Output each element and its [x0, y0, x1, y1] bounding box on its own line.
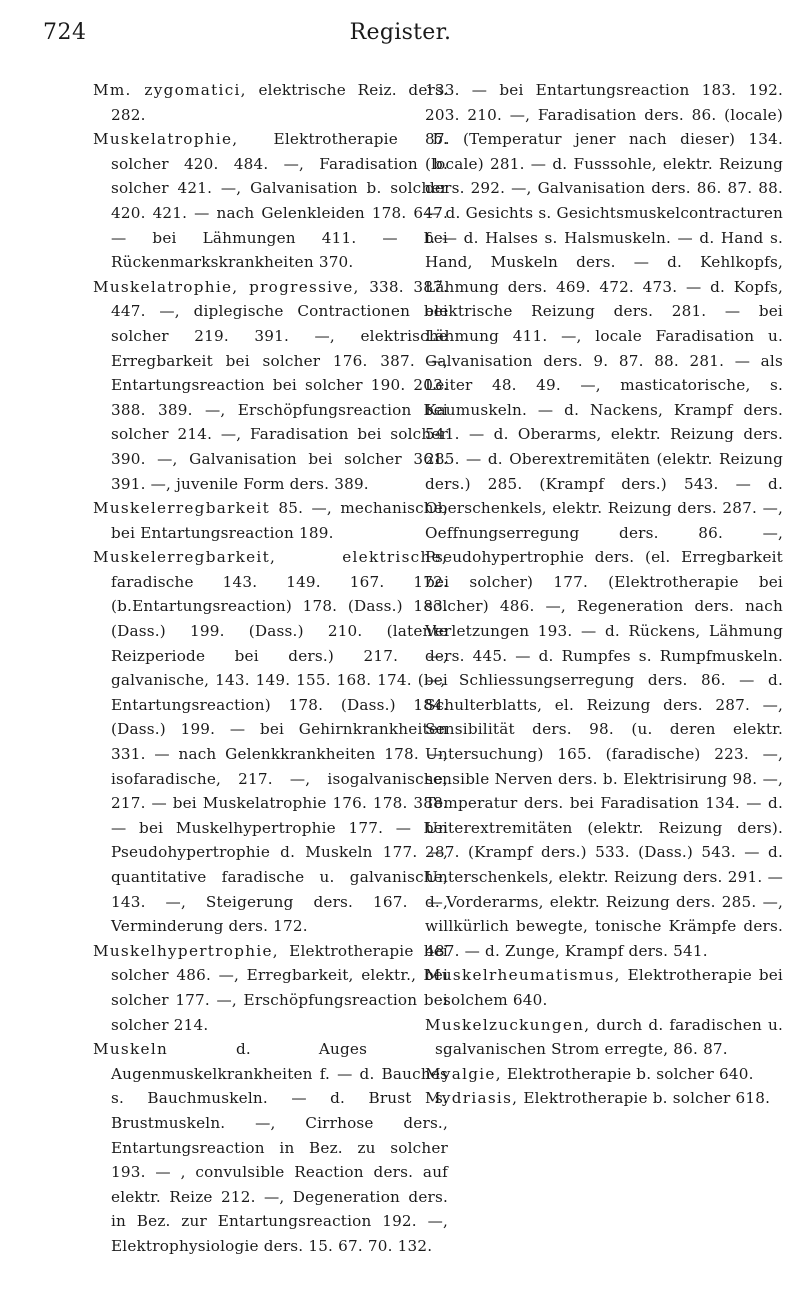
index-entry	[93, 1037, 448, 1258]
index-entry	[425, 1013, 783, 1062]
entry-term: Muskelerregbarkeit, elektrische,	[93, 548, 448, 567]
index-entry	[93, 275, 448, 496]
right-column	[425, 78, 783, 1111]
entry-term: Muskelatrophie, progressive,	[93, 277, 360, 296]
entry-term: Muskelzuckungen,	[425, 1015, 591, 1034]
entry-term: Muskelatrophie,	[93, 130, 239, 149]
page-number: 724	[43, 20, 87, 45]
entry-text: faradische 143. 149. 167. 172. (b.Entartungsreaction) 178. (Dass.) 183. (Dass.) 199. (Dass.) 210. (latente Reizperiode bei ders.) 217. —, galvanische, 143. 149. 155. 168. 174. (bei Entartungsreaction) 178. (Dass.) 184. (Dass.) 199. — bei Gehirnkrankheiten 331. — nach Gelenkkrankheiten 178. —, isofaradische, 217. —, isogalvanische, 217. — bei Muskelatrophie 176. 178. 388. — bei Muskelhypertrophie 177. — bei Pseudohypertrophie d. Muskeln 177. —, quantitative faradische u. galvanische, 143. —, Steigerung ders. 167. —, Verminderung ders. 172.	[111, 572, 448, 936]
index-entry-continued	[425, 78, 783, 963]
entry-text: Elektrotherapie b. solcher 420. 484. —, Faradisation b. solcher 421. —, Galvanisation b. solcher 420. 421. — nach Gelenkleiden 178. 647. — bei Lähmungen 411. — bei Rückenmarkskrankheiten 370.	[111, 130, 448, 272]
page-header	[0, 18, 801, 50]
index-entry	[93, 545, 448, 939]
entry-term: Muskeln	[93, 1040, 169, 1059]
index-entry	[425, 1062, 783, 1087]
entry-term: Muskelhypertrophie,	[93, 941, 279, 960]
entry-text: Elektrotherapie bei solcher 486. —, Erregbarkeit, elektr., bei solcher 177. —, Erschöpfungsreaction bei solcher 214.	[111, 941, 448, 1034]
entry-term: Muskelrheumatismus,	[425, 966, 621, 985]
left-column	[93, 78, 448, 1259]
index-entry	[425, 1086, 783, 1111]
running-title: Register.	[349, 20, 452, 45]
index-entry	[425, 963, 783, 1012]
entry-term: Myalgie,	[425, 1064, 502, 1083]
index-entry	[93, 496, 448, 545]
entry-text: 338. 387. 447. —, diplegische Contractionen bei solcher 219. 391. —, elektrische Erregbarkeit bei solcher 176. 387. —, Entartungsreaction bei solcher 190. 203. 388. 389. —, Erschöpfungsreaction bei solcher 214. —, Faradisation bei solcher 390. —, Galvanisation bei solcher 361. 391. —, juvenile Form ders. 389.	[111, 277, 448, 493]
entry-term: Mm. zygomatici,	[93, 81, 247, 99]
entry-text: Elektrotherapie bei solchem 640.	[443, 966, 783, 1009]
entry-term: Mydriasis,	[425, 1089, 519, 1108]
index-entry	[93, 127, 448, 275]
entry-text: Elektrotherapie b. solcher 640.	[501, 1064, 754, 1083]
index-entry	[93, 939, 448, 1037]
index-entry	[93, 78, 448, 127]
entry-text: 133. — bei Entartungsreaction 183. 192. 203. 210. —, Faradisation ders. 86. (locale) 87. (Temperatur jener nach dieser) 134. (locale) 281. — d. Fusssohle, elektr. Reizung ders. 292. —, Galvanisation ders. 86. 87. 88. — d. Gesichts s. Gesichtsmuskelcontracturen f. — d. Halses s. Halsmuskeln. — d. Hand s. Hand, Muskeln ders. — d. Kehlkopfs, Lähmung ders. 469. 472. 473. — d. Kopfs, elektrische Reizung ders. 281. — bei Lähmung 411. —, locale Faradisation u. Galvanisation ders. 9. 87. 88. 281. — als Leiter 48. 49. —, masticatorische, s. Kaumuskeln. — d. Nackens, Krampf ders. 541. — d. Oberarms, elektr. Reizung ders. 285. — d. Oberextremitäten (elektr. Reizung ders.) 285. (Krampf ders.) 543. — d. Oberschenkels, elektr. Reizung ders. 287. —, Oeffnungserregung ders. 86. —, Pseudohypertrophie ders. (el. Erregbarkeit bei solcher) 177. (Elektrotherapie bei solcher) 486. —, Regeneration ders. nach Verletzungen 193. — d. Rückens, Lähmung ders. 445. — d. Rumpfes s. Rumpfmuskeln. —, Schliessungserregung ders. 86. — d. Schulterblatts, el. Reizung ders. 287. —, Sensibilität ders. 98. (u. deren elektr. Untersuchung) 165. (faradische) 223. —, sensible Nerven ders. b. Elektrisirung 98. —, Temperatur ders. bei Faradisation 134. — d. Unterextremitäten (elektr. Reizung ders). 287. (Krampf ders.) 533. (Dass.) 543. — d. Unterschenkels, elektr. Reizung ders. 291. — d. Vorderarms, elektr. Reizung ders. 285. —, willkürlich bewegte, tonische Krämpfe ders. 487. — d. Zunge, Krampf ders. 541.	[425, 81, 783, 960]
entry-term: Muskelerregbarkeit	[93, 499, 270, 518]
entry-text: d. Auges s. Augenmuskelkrankheiten f. — d. Bauches s. Bauchmuskeln. — d. Brust s. Brustmuskeln. —, Cirrhose ders., Entartungsreaction in Bez. zu solcher 193. — , convulsible Reaction ders. auf elektr. Reize 212. —, Degeneration ders. in Bez. zur Entartungsreaction 192. —, Elektrophysiologie ders. 15. 67. 70. 132.	[111, 1040, 448, 1255]
entry-text: Elektrotherapie b. solcher 618.	[518, 1089, 771, 1108]
entry-text: durch d. faradischen u. galvanischen Strom erregte, 86. 87.	[443, 1015, 783, 1059]
entry-text: elektrische Reiz. ders. 282.	[111, 81, 448, 124]
entry-text: 85. —, mechanische, bei Entartungsreaction 189.	[111, 499, 448, 542]
